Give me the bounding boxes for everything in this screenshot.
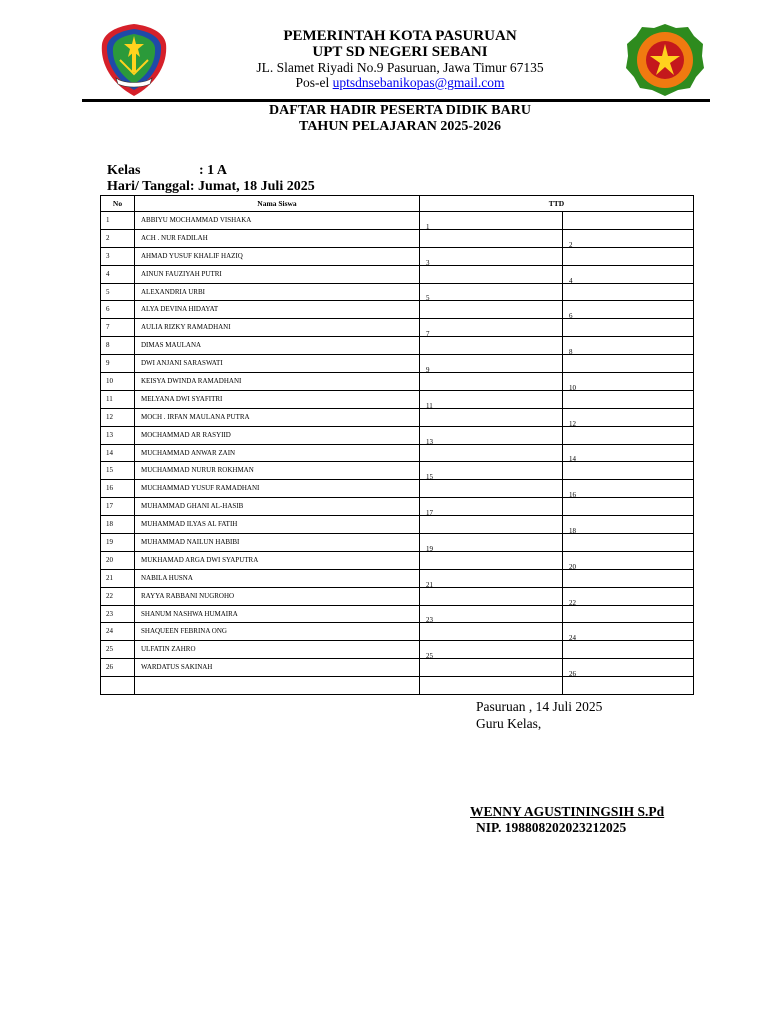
row-number-text: 15	[106, 466, 113, 475]
student-name	[135, 480, 420, 498]
student-name-text: DWI ANJANI SARASWATI	[141, 359, 223, 368]
row-number-text: 10	[106, 376, 113, 385]
signature-cell-right[interactable]	[563, 677, 694, 695]
student-name	[135, 247, 420, 265]
student-name	[135, 301, 420, 319]
header-no: No	[101, 196, 135, 212]
row-number-text: 17	[106, 502, 113, 511]
row-number-text: 22	[106, 591, 113, 600]
signature-cell-left[interactable]	[420, 534, 563, 552]
signature-cell-right[interactable]	[563, 623, 694, 641]
student-name-text: MUCHAMMAD NURUR ROKHMAN	[141, 466, 254, 475]
signature-cell-left[interactable]	[420, 355, 563, 373]
table-row	[101, 623, 694, 641]
attendance-table	[100, 195, 694, 695]
student-name	[135, 605, 420, 623]
email-line	[180, 75, 620, 90]
attendance-rows	[101, 212, 694, 695]
student-name-text: ABBIYU MOCHAMMAD VISHAKA	[141, 215, 252, 224]
student-name	[135, 355, 420, 373]
signature-cell-left-text: 19	[426, 544, 433, 553]
signature-cell-right-text: 26	[569, 670, 576, 679]
table-row	[101, 283, 694, 301]
letterhead-divider	[82, 99, 710, 102]
city-emblem-icon	[98, 22, 170, 98]
signature-cell-right[interactable]	[563, 265, 694, 283]
row-number	[101, 373, 135, 391]
student-name-text: AHMAD YUSUF KHALIF HAZIQ	[141, 251, 243, 260]
signature-cell-left[interactable]	[420, 229, 563, 247]
government-name: PEMERINTAH KOTA PASURUAN	[283, 28, 517, 44]
signature-cell-left[interactable]	[420, 605, 563, 623]
signer-name: WENNY AGUSTININGSIH S.Pd	[470, 804, 665, 819]
student-name-text: SHAQUEEN FEBRINA ONG	[141, 627, 227, 636]
row-number	[101, 229, 135, 247]
signature-cell-left[interactable]	[420, 498, 563, 516]
row-number	[101, 516, 135, 534]
table-row	[101, 319, 694, 337]
student-name-text: ULFATIN ZAHRO	[141, 645, 196, 654]
date-label: Hari/ Tanggal:	[107, 179, 195, 194]
row-number	[101, 641, 135, 659]
student-name-text: NABILA HUSNA	[141, 573, 193, 582]
row-number-text: 5	[106, 287, 110, 296]
table-row	[101, 355, 694, 373]
signature-cell-left[interactable]	[420, 480, 563, 498]
row-number-text: 11	[106, 394, 113, 403]
signature-cell-right[interactable]	[563, 659, 694, 677]
row-number	[101, 444, 135, 462]
school-seal-icon	[624, 22, 706, 98]
student-name	[135, 569, 420, 587]
row-number	[101, 426, 135, 444]
student-name-text: RAYYA RABBANI NUGROHO	[141, 591, 235, 600]
student-name-text: WARDATUS SAKINAH	[141, 663, 213, 672]
signature-cell-left-text: 5	[426, 294, 430, 303]
table-row	[101, 337, 694, 355]
signature-cell-right[interactable]	[563, 355, 694, 373]
signature-cell-right-text: 16	[569, 491, 576, 500]
student-name	[135, 641, 420, 659]
signature-cell-left-text: 11	[426, 401, 433, 410]
student-name-text: AULIA RIZKY RAMADHANI	[141, 323, 231, 332]
signature-cell-right[interactable]	[563, 516, 694, 534]
signature-cell-left-text: 23	[426, 616, 433, 625]
row-number-text: 18	[106, 520, 113, 529]
row-number	[101, 355, 135, 373]
student-name	[135, 212, 420, 230]
signature-block	[476, 698, 602, 732]
table-row	[101, 408, 694, 426]
student-name-text: MOCHAMMAD AR RASYIID	[141, 430, 231, 439]
signature-cell-right-text: 6	[569, 312, 573, 321]
signature-cell-right[interactable]	[563, 480, 694, 498]
signature-cell-right[interactable]	[563, 247, 694, 265]
class-label: Kelas	[107, 163, 141, 178]
email-label: Pos-el	[295, 75, 333, 90]
row-number	[101, 677, 135, 695]
signature-cell-left[interactable]	[420, 677, 563, 695]
row-number	[101, 534, 135, 552]
table-row	[101, 677, 694, 695]
row-number-text: 24	[106, 627, 113, 636]
table-row	[101, 551, 694, 569]
table-row	[101, 265, 694, 283]
table-row	[101, 498, 694, 516]
signature-cell-left[interactable]	[420, 569, 563, 587]
student-name	[135, 390, 420, 408]
row-number-text: 6	[106, 305, 110, 314]
student-name	[135, 677, 420, 695]
signature-cell-right-text: 4	[569, 276, 573, 285]
row-number	[101, 390, 135, 408]
table-row	[101, 390, 694, 408]
signature-cell-left[interactable]	[420, 641, 563, 659]
signature-cell-right[interactable]	[563, 212, 694, 230]
student-name	[135, 426, 420, 444]
row-number	[101, 265, 135, 283]
signature-cell-right[interactable]	[563, 587, 694, 605]
row-number	[101, 480, 135, 498]
table-row	[101, 444, 694, 462]
signature-cell-right[interactable]	[563, 462, 694, 480]
signature-cell-right[interactable]	[563, 337, 694, 355]
signature-place-date: Pasuruan , 14 Juli 2025	[476, 699, 603, 714]
signature-cell-left[interactable]	[420, 623, 563, 641]
table-row	[101, 605, 694, 623]
row-number	[101, 551, 135, 569]
signature-cell-left[interactable]	[420, 659, 563, 677]
signature-cell-right[interactable]	[563, 373, 694, 391]
student-name-text: MUKHAMAD ARGA DWI SYAPUTRA	[141, 555, 259, 564]
student-name-text: MUHAMMAD NAILUN HABIBI	[141, 537, 240, 546]
table-row	[101, 516, 694, 534]
signature-cell-left[interactable]	[420, 247, 563, 265]
student-name-text: AINUN FAUZIYAH PUTRI	[141, 269, 222, 278]
class-value: : 1 A	[199, 163, 227, 178]
table-row	[101, 659, 694, 677]
signature-cell-left[interactable]	[420, 444, 563, 462]
row-number	[101, 462, 135, 480]
student-name	[135, 265, 420, 283]
signature-cell-left-text: 15	[426, 473, 433, 482]
signature-cell-left-text: 9	[426, 366, 430, 375]
row-number-text: 14	[106, 448, 113, 457]
signature-cell-right[interactable]	[563, 426, 694, 444]
row-number-text: 13	[106, 430, 113, 439]
student-name-text: ACH . NUR FADILAH	[141, 233, 208, 242]
table-row	[101, 641, 694, 659]
student-name-text: MOCH . IRFAN MAULANA PUTRA	[141, 412, 250, 421]
row-number	[101, 301, 135, 319]
row-number	[101, 247, 135, 265]
row-number	[101, 498, 135, 516]
row-number	[101, 408, 135, 426]
signature-cell-right[interactable]	[563, 569, 694, 587]
student-name	[135, 623, 420, 641]
row-number	[101, 283, 135, 301]
signature-cell-left[interactable]	[420, 587, 563, 605]
signature-cell-right[interactable]	[563, 408, 694, 426]
student-name-text: MUHAMMAD GHANI AL-HASIB	[141, 502, 244, 511]
signature-cell-left-text: 25	[426, 652, 433, 661]
signer-block	[470, 804, 664, 836]
student-name	[135, 283, 420, 301]
school-name: UPT SD NEGERI SEBANI	[312, 44, 488, 60]
student-name	[135, 551, 420, 569]
row-number-text: 21	[106, 573, 113, 582]
row-number	[101, 212, 135, 230]
student-name-text: ALYA DEVINA HIDAYAT	[141, 305, 219, 314]
signature-cell-right-text: 8	[569, 348, 573, 357]
row-number	[101, 337, 135, 355]
signature-cell-left-text: 3	[426, 258, 430, 267]
signature-cell-left[interactable]	[420, 337, 563, 355]
signature-cell-right-text: 18	[569, 527, 576, 536]
signature-cell-left[interactable]	[420, 408, 563, 426]
row-number-text: 20	[106, 555, 113, 564]
table-row	[101, 569, 694, 587]
student-name-text: ALEXANDRIA URBI	[141, 287, 205, 296]
signature-cell-left[interactable]	[420, 390, 563, 408]
signature-cell-left-text: 1	[426, 222, 430, 231]
signature-cell-right[interactable]	[563, 551, 694, 569]
student-name-text: KEISYA DWINDA RAMADHANI	[141, 376, 242, 385]
row-number	[101, 659, 135, 677]
row-number-text: 26	[106, 663, 113, 672]
signature-cell-left[interactable]	[420, 301, 563, 319]
row-number-text: 9	[106, 359, 110, 368]
signature-cell-right[interactable]	[563, 301, 694, 319]
table-row	[101, 247, 694, 265]
table-row	[101, 426, 694, 444]
row-number-text: 7	[106, 323, 110, 332]
signature-cell-right-text: 2	[569, 240, 573, 249]
signature-cell-right[interactable]	[563, 498, 694, 516]
signature-role: Guru Kelas,	[476, 716, 542, 731]
table-row	[101, 212, 694, 230]
signature-cell-right[interactable]	[563, 283, 694, 301]
student-name-text: MUHAMMAD ILYAS AL FATIH	[141, 520, 238, 529]
student-name	[135, 534, 420, 552]
row-number	[101, 623, 135, 641]
row-number-text: 16	[106, 484, 113, 493]
signature-cell-left-text: 17	[426, 509, 433, 518]
signature-cell-right[interactable]	[563, 641, 694, 659]
student-name-text: SHANUM NASHWA HUMAIRA	[141, 609, 238, 618]
student-name-text: MUCHAMMAD ANWAR ZAIN	[141, 448, 236, 457]
header-ttd: TTD	[420, 196, 694, 212]
signature-cell-left[interactable]	[420, 212, 563, 230]
row-number	[101, 319, 135, 337]
row-number-text: 2	[106, 233, 110, 242]
table-row	[101, 373, 694, 391]
signature-cell-left[interactable]	[420, 265, 563, 283]
signature-cell-left[interactable]	[420, 373, 563, 391]
signature-cell-right-text: 20	[569, 562, 576, 571]
signature-cell-right-text: 14	[569, 455, 576, 464]
school-address: JL. Slamet Riyadi No.9 Pasuruan, Jawa Timur 67135	[256, 60, 544, 75]
letterhead	[180, 28, 620, 90]
class-info	[107, 163, 315, 195]
signature-cell-left[interactable]	[420, 283, 563, 301]
student-name	[135, 516, 420, 534]
signature-cell-left-text: 21	[426, 580, 433, 589]
student-name	[135, 498, 420, 516]
signature-cell-right[interactable]	[563, 605, 694, 623]
row-number-text: 3	[106, 251, 110, 260]
row-number-text: 1	[106, 215, 110, 224]
table-row	[101, 301, 694, 319]
signature-cell-left-text: 13	[426, 437, 433, 446]
signer-nip: NIP. 198808202023212025	[476, 820, 627, 835]
student-name	[135, 373, 420, 391]
title-line-2: TAHUN PELAJARAN 2025-2026	[299, 119, 501, 134]
student-name	[135, 659, 420, 677]
document-title	[180, 103, 620, 135]
signature-cell-left[interactable]	[420, 462, 563, 480]
table-header-row	[101, 196, 694, 212]
date-value: Jumat, 18 Juli 2025	[198, 179, 315, 194]
row-number	[101, 569, 135, 587]
student-name-text: DIMAS MAULANA	[141, 341, 202, 350]
signature-cell-right-text: 10	[569, 383, 576, 392]
signature-cell-right[interactable]	[563, 444, 694, 462]
row-number	[101, 605, 135, 623]
student-name	[135, 444, 420, 462]
signature-cell-right-text: 22	[569, 598, 576, 607]
title-line-1: DAFTAR HADIR PESERTA DIDIK BARU	[269, 103, 531, 118]
signature-cell-right[interactable]	[563, 534, 694, 552]
row-number-text: 19	[106, 537, 113, 546]
signature-cell-right-text: 12	[569, 419, 576, 428]
student-name	[135, 408, 420, 426]
row-number-text: 23	[106, 609, 113, 618]
table-row	[101, 587, 694, 605]
student-name	[135, 337, 420, 355]
header-name: Nama Siswa	[135, 196, 420, 212]
signature-cell-left[interactable]	[420, 319, 563, 337]
email-link[interactable]: uptsdnsebanikopas@gmail.com	[332, 75, 505, 90]
table-row	[101, 462, 694, 480]
table-row	[101, 480, 694, 498]
row-number	[101, 587, 135, 605]
student-name-text: MUCHAMMAD YUSUF RAMADHANI	[141, 484, 260, 493]
student-name	[135, 319, 420, 337]
table-row	[101, 534, 694, 552]
row-number-text: 25	[106, 645, 113, 654]
signature-cell-right[interactable]	[563, 319, 694, 337]
signature-cell-left-text: 7	[426, 330, 430, 339]
signature-cell-right[interactable]	[563, 390, 694, 408]
row-number-text: 8	[106, 341, 110, 350]
signature-cell-right-text: 24	[569, 634, 576, 643]
signature-cell-left[interactable]	[420, 516, 563, 534]
student-name	[135, 462, 420, 480]
signature-cell-left[interactable]	[420, 426, 563, 444]
signature-cell-right[interactable]	[563, 229, 694, 247]
student-name	[135, 229, 420, 247]
table-row	[101, 229, 694, 247]
row-number-text: 4	[106, 269, 110, 278]
student-name-text: MELYANA DWI SYAFITRI	[141, 394, 223, 403]
signature-cell-left[interactable]	[420, 551, 563, 569]
student-name	[135, 587, 420, 605]
row-number-text: 12	[106, 412, 113, 421]
